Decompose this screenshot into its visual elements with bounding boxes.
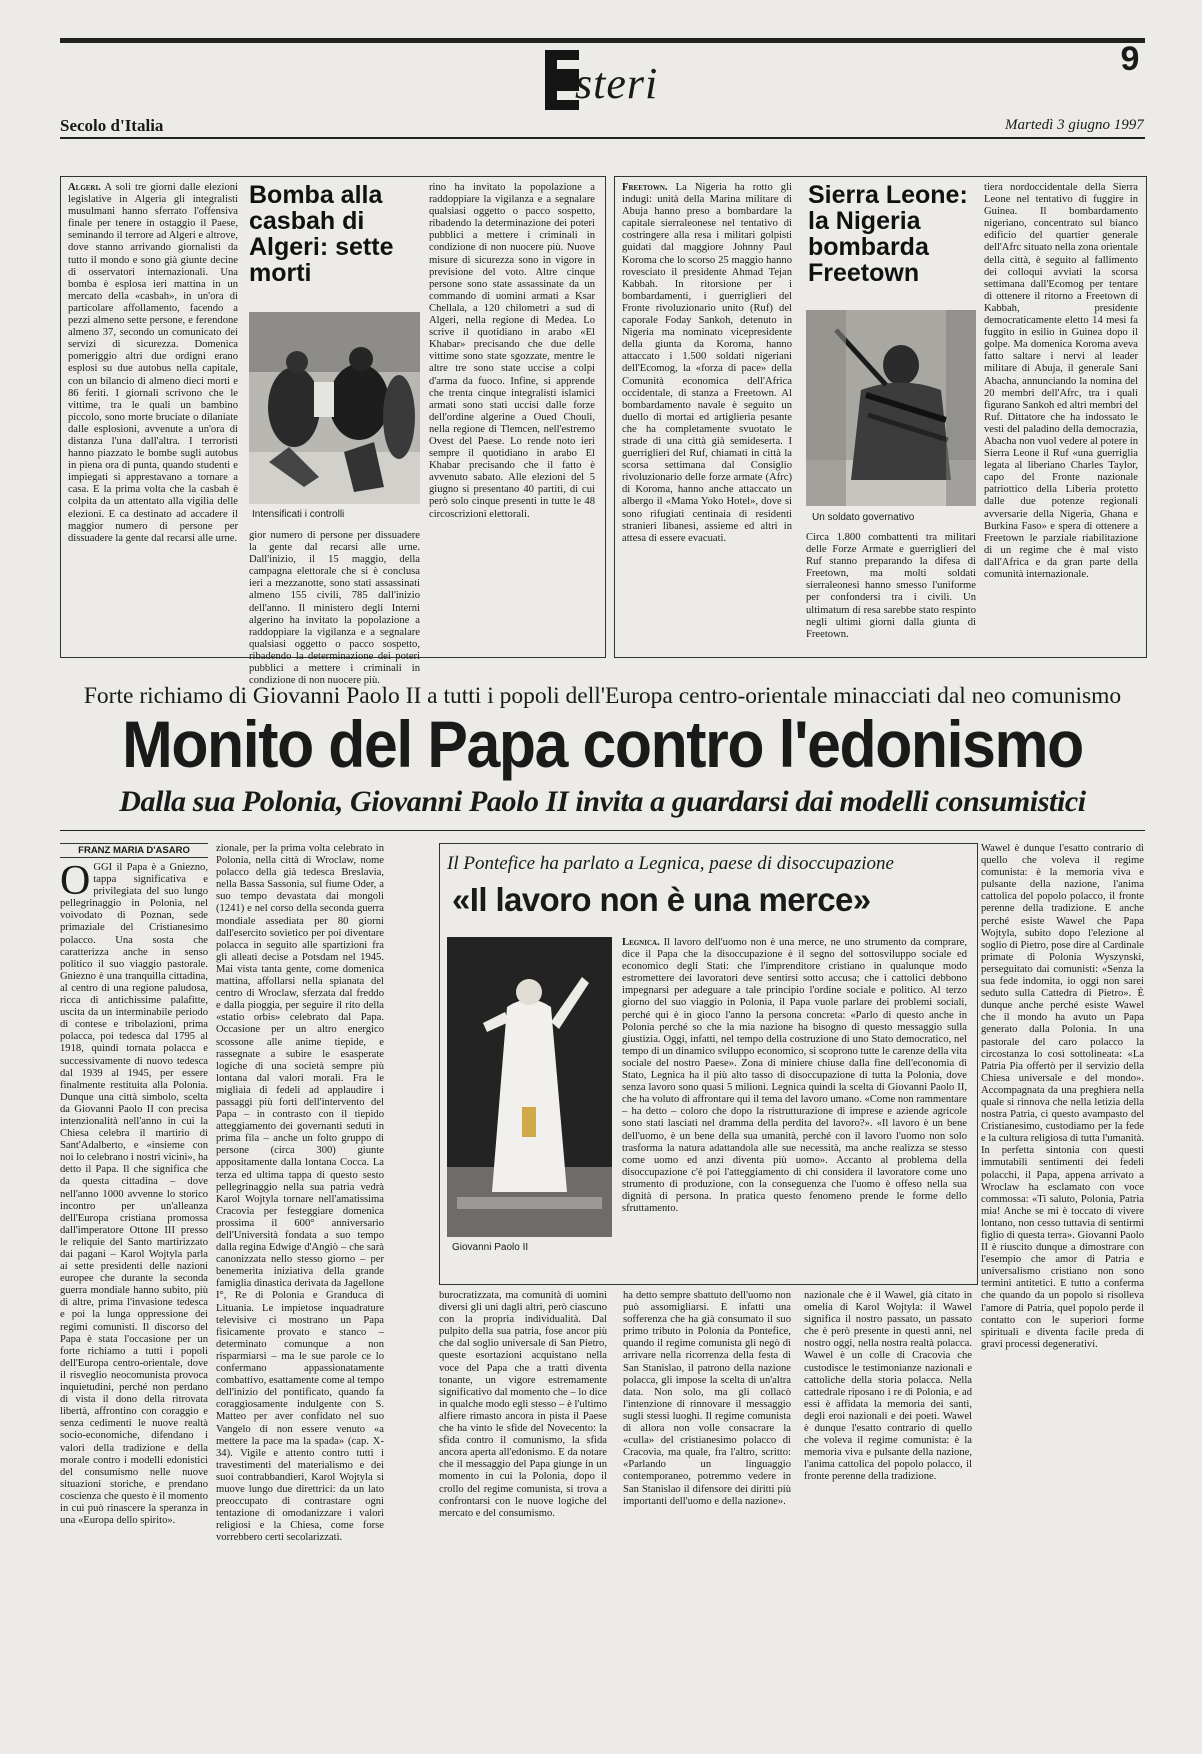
main-column-5: nazionale che è il Wawel, già citato in omelia di Karol Wojtyla: il Wawel significa il nostro passato, un passato che è però presente in questi anni, nel nostro oggi, nella nostra realtà polacca. Wawel è un colle di Cracovia che custodisce le testimonianze nazionali e cattoliche della storia polacca. Nella cattedrale riposano i re di Polonia, e ad essi è affidata la memoria dei santi, degli eroi nazionali e dei poeti. Wawel è dunque l'esatto contrario di quello che voleva il regime comunista: è la memoria viva e pulsante della nazione, l'anima cattolica del popolo polacco, il fronte perenne della tradizione. xyxy=(804,1290,972,1483)
sierra-photo-caption: Un soldato governativo xyxy=(812,512,915,523)
pope-photo-caption: Giovanni Paolo II xyxy=(452,1242,529,1253)
inset-headline: «Il lavoro non è una merce» xyxy=(452,881,871,918)
main-subhead: Dalla sua Polonia, Giovanni Paolo II invita a guardarsi dai modelli consumistici xyxy=(119,785,1086,818)
algeri-column-1 xyxy=(68,182,238,648)
drop-cap: O xyxy=(60,858,91,904)
main-kicker: Forte richiamo di Giovanni Paolo II a tutti i popoli dell'Europa centro-orientale minacciati dal neo comunismo xyxy=(83,683,1122,709)
main-column-6: Wawel è dunque l'esatto contrario di quello che voleva il regime comunista: è la memoria viva e pulsante della nazione, l'anima cattolica del popolo polacco, il fronte perenne della tradizione. E anche perché esiste Wawel che Papa Wojtyla, subito dopo l'elezione al soglio di Pietro, pose dire al Cardinale primate di Polonia Wyszynski, perseguitato dai comunisti: «Senza la sua fede indomita, io oggi non sarei seduto sulla Cattedra di Pietro». È dunque anche perché esiste Wawel che il mondo ha avuto un Papa generato dalla Polonia. In una pastorale del caro polacco la circostanza lo così sottolineata: «La Patria Pia offertò per il servizio della Chiesa universale e del mondo». Accompagnata da una preghiera nella quale si rinnova che nella letizia della nostra Patria, ci questo avampasto del Cristianesimo, custodiamo per la fede e la cultura religiosa di tutta l'umanità. In perfetta sintonia con questi immutabili sentimenti dei fedeli polacchi, il Papa, appena arrivato a Wroclaw ha esclamato con voce commossa: «Ti saluto, Polonia, Patria mia! Anche se mi è toccato di vivere lontano, non cesso tuttavia di sentirmi figlio di questa terra». Giovanni Paolo II è riuscito dunque a dimostrare con l'esempio che amor di Patria e universalismo cristiano non sono termini antitetici. E tutto a conferma che quando da un popolo si risolleva l'amore di Patria, quel popolo perde il contatto con le superiori forme spirituali e diventa facile preda di gravi processi degenerativi. xyxy=(981,843,1144,1350)
algeri-photo xyxy=(249,312,420,504)
subhead-rule xyxy=(60,830,1145,831)
pope-photo xyxy=(447,937,612,1237)
sierra-dateline: Freetown. xyxy=(622,182,668,193)
section-logo xyxy=(545,50,705,112)
sierra-text-1: La Nigeria ha rotto gli indugi: unità della Marina militare di Abuja hanno preso a bombardare la capitale sierraleonese nel tentativo di costringere alla resa i militari golpisti guidati dal maggiore Johnny Paul Koroma che lo scorso 25 maggio hanno rovesciato il presidente Ahmad Tejan Kabbah. In ritorsione per i bombardamenti, i guerriglieri del Fronte rivoluzionario unito (Ruf) del caporale Foday Sankoh, detenuto in Nigeria ma nominato vicepresidente della giunta da Koroma, hanno attaccato i 1.500 soldati nigeriani dell'Ecomog, la «forza di pace» della Comunità economica dell'Africa occidentale, di stanza a Freetown. Al bombardamento navale è seguito un duello di mortai ed artiglieria pesante che ha completamente svuotato le strade di una città già semideserta. I guerriglieri del Ruf, chiamati in città la scorsa settimana dal Consiglio rivoluzionario delle forze armate (Afrc) di Koroma, hanno anche attaccato un albergo il «Mama Yoko Hotel», dove si sono rifugiati centinaia di residenti stranieri libanesi, assieme ed altri in attesa di essere evacuati. xyxy=(622,182,792,544)
sierra-photo xyxy=(806,310,976,506)
sierra-column-3: tiera nordoccidentale della Sierra Leone nel tentativo di fuggire in Guinea. Il bombardamento nigeriano, concentrato sul bianco edificio del quartier generale dell'Afrc situato nella zona orientale della città, è seguito al fallimento dei colloqui avviati la scorsa settimana dall'Ecomog per tentare di ottenere il ritorno a Freetown di Kabbah, presidente democraticamente eletto 14 mesi fa fuggito in esilio in Guinea dopo il golpe. Ma domenica Koroma aveva fatto saltare i nervi al leader militare di Abuja, il generale Sani Abacha, annunciando la nomina del 20 membri dell'Afrc, tra i quali figurano Sankoh ed altri membri del Ruf. Dittatore che ha indossato le vesti del paladino della democrazia, Abacha non vuol vedere al potere in Sierra Leone il Ruf «una guerriglia legata al liberiano Charles Taylor, capo del Fronte nazionale patriottico della Liberia protetto dalle due potenze regionali avversarie della Nigeria, Ghana e Burkina Faso» e spera di ottenere a Freetown le parziale riabilitazione di un regime che è mal visto dall'Africa e da gran parte della comunità internazionale. xyxy=(984,182,1138,580)
header-top-rule xyxy=(60,38,1145,43)
main-column-2: zionale, per la prima volta celebrato in Polonia, nella città di Wroclaw, nome polacco della già tedesca Breslavia, nella Bassa Sassonia, sul fiume Oder, a suo tempo devastata dai mongoli (1241) e nel corso della seconda guerra mondiale assediata per 80 giorni dall'esercito sovietico per poi diventare polacca in seguito alle spartizioni fra gli alleati decise a Potsdam nel 1945. Mai vista tanta gente, come domenica mattina, affollarsi nella spianata del centro di Wroclaw, sferzata dal freddo e dalla pioggia, per seguire il rito della «statio orbis» celebrato dal Papa. Occasione per un altro energico scossone alle anime tiepide, e rassegnate a subire le esasperate logiche di una società sempre più lontana dal valori morali. Fra le migliaia di fedeli ad applaudire i passaggi più forti dell'intervento del Papa – in contrasto con il tiepido atteggiamento dei governanti seduti in prima fila – anche un folto gruppo di persone (circa 300) giunte appositamente dalla lontana Cocca. La terza ed ultima tappa di questo sesto pellegrinaggio nella sua patria vedrà Karol Wojtyla tornare nell'amatissima Cracovia per festeggiare domenica prossima il 600° anniversario dell'Università fondata a suo tempo dalla regina Edwige d'Angiò – che sarà canonizzata nello stesso giorno – per benemerita iniziativa della grande famiglia dinastica derivata da Jagellone I°, Re di Polonia e Granduca di Lituania. Le impietose inquadrature televisive ci mostrano un Papa fisicamente provato e stanco – determinato comunque a non risparmiarsi – ma le sue parole ce lo confermano appassionatamente combattivo, esattamente come al tempo dell'inizio del pontificato, quando fa coraggiosamente indulgente con S. Matteo per aver confidato nel suo Vangelo di non essere venuto «a mettere la pace ma la spada» (cap. X-34). Vigile e attento contro tutti i travestimenti del materialismo e dei suoi contrabbandieri, Karol Wojtyla si muove lungo due direttrici: da un lato preoccupato di contrastare ogni tentazione di omodanizzare i valori religiosi e la Chiesa, come forse vorrebbero certi secolarizzati. xyxy=(216,843,384,1544)
issue-date: Martedì 3 giugno 1997 xyxy=(1005,117,1144,133)
section-title: steri xyxy=(575,59,659,108)
sierra-headline: Sierra Leone: la Nigeria bombarda Freetown xyxy=(808,181,968,287)
inset-body xyxy=(622,937,967,1275)
main-column-1 xyxy=(60,858,208,1724)
masthead-brand: Secolo d'Italia xyxy=(60,116,164,135)
sierra-column-2: Circa 1.800 combattenti tra militari delle Forze Armate e guerriglieri del Ruf stanno preparando la difesa di Freetown, ma molti soldati sierraleonesi hanno smesso l'uniforme per confondersi tra i civili. Un ultimatum di resa sarebbe stato respinto negli ultimi giorni dalla giunta di Freetown. xyxy=(806,532,976,640)
main-column-3: burocratizzata, ma comunità di uomini diversi gli uni dagli altri, però ciascuno con la propria individualità. Dal pulpito della sua patria, fose ancor più che dal soglio universale di San Pietro, queste esortazioni acquistano nella voce del Papa che a tratti diventa tonante, un vigore estremamente significativo dal momento che – lo dice in qualche modo egli stesso – è l'ultimo alfiere rimasto ancora in pista il Paese che ha vinto le sfide del Novecento: la sfida contro il comunismo, la sfida ancora aperta all'edonismo. E da notare che il messaggio del Papa giunge in un momento in cui la Polonia, dopo il crollo del regime comunista, si trova a confrontarsi con le nuove logiche del mercato e del consumismo. xyxy=(439,1290,607,1519)
algeri-column-3: rino ha invitato la popolazione a raddoppiare la vigilanza e a segnalare qualsiasi oggetto o pacco sospetto, ribadendo la determinazione dei poteri pubblici a mettere i criminali in condizione di non nuocere più. Nuove misure di sicurezza sono in vigore in previsione del voto. Altre cinque persone sono state assassinate da un commando di uomini armati a Ksar Chellala, a 120 chilometri a sud di Algeri, nella regione di Medea. Lo scrive il quotidiano in arabo «El Khabar» precisando che due delle vittime sono state sgozzate, mentre le altre tre sono state uccise a colpi d'arma da fuoco. Infine, si apprende che trenta cinque integralisti islamici armati sono stati uccisi dalle forze dell'ordine algerine a Oued Chouli, nella regione di Tlemcen, nell'estremo Ovest del Paese. Lo rende noto ieri sempre il quotidiano in arabo El Khabar precisando che il fatto è avvenuto sabato. Alle elezioni del 5 giugno si presentano 40 partiti, di cui però solo cinque presenti in tutte le 48 circoscrizioni elettorali. xyxy=(429,182,595,520)
algeri-column-2: gior numero di persone per dissuadere la gente dal recarsi alle urne. Dall'inizio, il 15 maggio, della campagna elettorale che si è conclusa ieri a mezzanotte, sono stati assassinati almeno 155 civili, 785 dall'inizio dell'anno. Il ministero degli Interni algerino ha invitato la popolazione a raddoppiare la vigilanza e a segnalare qualsiasi oggetto o pacco sospetto, ribadendo la determinazione dei poteri pubblici a mettere i criminali in condizione di non nuocere più. xyxy=(249,530,420,687)
main-headline: Monito del Papa contro l'edonismo xyxy=(122,707,1083,781)
algeri-headline: Bomba alla casbah di Algeri: sette morti xyxy=(249,181,394,287)
sierra-column-1 xyxy=(622,182,792,648)
main-column-4: ha detto sempre sbattuto dell'uomo non può assomigliarsi. E infatti una sofferenza che ha già consumato il suo primo tributo in Polonia da Pontefice, quando il regime comunista gli negò di arrivare nella ricorrenza della festa di San Stanislao, il patrono della nazione polacca, gli impose la scelta di un'altra data. Non solo, ma gli collacò l'intenzione di rinnovare il messaggio sugli stessi luoghi. Il regime comunista di allora non volle consacrare la «culla» del cristianesimo polacco di Cracovia, ma quale, fra l'altro, scritto: «Parlando un linguaggio contemporaneo, potremmo vedere in San Stanislao il difensore dei diritti più importanti dell'uomo e della nazione». xyxy=(623,1290,791,1507)
page-number: 9 xyxy=(1120,40,1140,78)
inset-text: Il lavoro dell'uomo non è una merce, ne uno strumento da comprare, dice il Papa che la disoccupazione è il segno del sottosviluppo sociale ed economico degli Stati: che l'imprenditore cristiano in qualunque modo estromettere dei lavoratori deve sentirsi sotto accusa; che i cattolici debbono impegnarsi per adeguare a tale principio l'ordine sociale e politico. Al terzo giorno del suo viaggio in Polonia, il Papa vuole parlare dei problemi sociali, perché qui è in gioco l'anno la persona concreta: «Parlo di questo anche in Polonia perché so che la mia nazione ha bisogno di questo messaggio sulla giustizia. Oggi, infatti, nel tempo della costruzione di uno Stato democratico, nel tempo di un dinamico sviluppo economico, si scoprono tutte le carenze della vita sociale del nostro Paese». Zona di miniere chiuse dalla fine dell'economia di Stato, Legnica ha il più alto tasso di disoccupazione di tutta la Polonia, dove senza lavoro sono quasi 5 milioni. Legnica quindi la scelta di Giovanni Paolo II, che ha voluto di affrontare qui il tema del lavoro umano. «Come non rammentare – ha detto – coloro che dopo la ristrutturazione di imprese e aziende agricole sono stati lasciati nel dramma della perdita del lavoro?». «Il lavoro è un bene dell'uomo, è un bene della sua umanità, perché con il lavoro l'uomo non solo trasforma la natura adattandola alle sue necessità, ma anche realizza se stesso come uomo ed anzi diventa più uomo». Accanto al problema della disoccupazione c'è poi l'atteggiamento di chi considera il lavoratore come uno strumento di produzione, con la conseguenza che l'uomo è offeso nella sua dignità di persona. In pratica questo fenomeno prende le forme dello sfruttamento. xyxy=(622,937,967,1215)
inset-kicker: Il Pontefice ha parlato a Legnica, paese di disoccupazione xyxy=(447,853,894,874)
algeri-text-1: A soli tre giorni dalle elezioni legislative in Algeria gli integralisti musulmani hanno sferrato l'offensiva finale per tenere in ostaggio il Paese, seminando il terrore ad Algeri e altrove, dove stanno arrivando giornalisti da tutto il mondo e sono già giunte decine di osservatori internazionali. Una bomba è esplosa ieri mattina in un mercato della «casbah», in un'ora di particolare affollamento, facendo a pezzi almeno sette persone, e ferendone almeno 37, secondo un comunicato dei servizi di sicurezza. Domenica pomeriggio altri due ordigni erano esplosi su due autobus nella capitale, con un bilancio di almeno dieci morti e 86 feriti. I giornali scrivono che le vittime, tra le quali un bambino piccolo, sono morte bruciate o dilaniate dalle esplosioni, avvenute a un'ora di distanza l'una dall'altra. I terroristi hanno piazzato le bombe sugli autobus in piena ora di punta, quando studenti e impiegati si apprestavano a tornare a casa. E la prima volta che la casbah è colpita da un attentato alla vigilia delle elezioni. E ca destinato ad accadere il maggior numero di persone per dissuadere la gente dal recarsi alle urne. xyxy=(68,182,238,544)
algeri-dateline: Algeri. xyxy=(68,182,101,193)
algeri-photo-caption: Intensificati i controlli xyxy=(252,509,345,520)
header-bottom-rule xyxy=(60,137,1145,139)
main-text-1: GGI il Papa è a Gniezno, tappa significativa e privilegiata del suo lungo pellegrinaggio in Polonia, nel voivodato di Poznan, sede primaziale del Cristianesimo polacco. Una sosta che caratterizza anche in senso politico il suo viaggio pastorale. Gniezno è una tranquilla cittadina, al centro di una regione paludosa, ricca di antichissime palafitte, uscita da un interminabile periodo di contese e tribolazioni, prima polacca, poi tedesca dal 1795 al 1918, quindi tornata polacca e successivamente di nuovo tedesca dal 1939 al 1945, per essere finalmente restituita alla Polonia. Dunque una città simbolo, scelta da Giovanni Paolo II con precisa intenzionalità nell'anno in cui la Chiesa celebra il martirio di Sant'Adalberto, e «insieme con noi lo celebrano i nostri vicini», ha detto il Papa. Il che significa che da questa cittadina – dove nell'anno 1000 avvenne lo storico incontro per un'alleanza dell'Europa cristiana promossa dall'imperatore Ottone III presso le reliquie del Santo martirizzato dai pagani – Karol Wojtyla parla ai sette presidenti delle nazioni europee che durante la seconda guerra mondiale hanno subito, più di altre, prima l'invasione tedesca e poi la lunga oppressione dei regimi comunisti. Il discorso del Papa è stata l'occasione per un forte richiamo a tutti i popoli dell'Europa centro-orientale, dove il risveglio neocomunista provoca inquietudini, perché non perdano di vista il dono della ritrovata libertà, affrontino con coraggio e senza cedimenti le nuove realtà socio-economiche, difendano i valori della tradizione e della morale contro i modelli edonistici del consumismo nelle nuove situazioni storiche, e prendano coscienza che questo è il momento in cui può rinascere la speranza in una «Europa dello spirito». xyxy=(60,862,208,1527)
inset-dateline: Legnica. xyxy=(622,937,660,948)
section-initial-block xyxy=(545,50,579,110)
byline: FRANZ MARIA D'ASARO xyxy=(60,843,208,858)
